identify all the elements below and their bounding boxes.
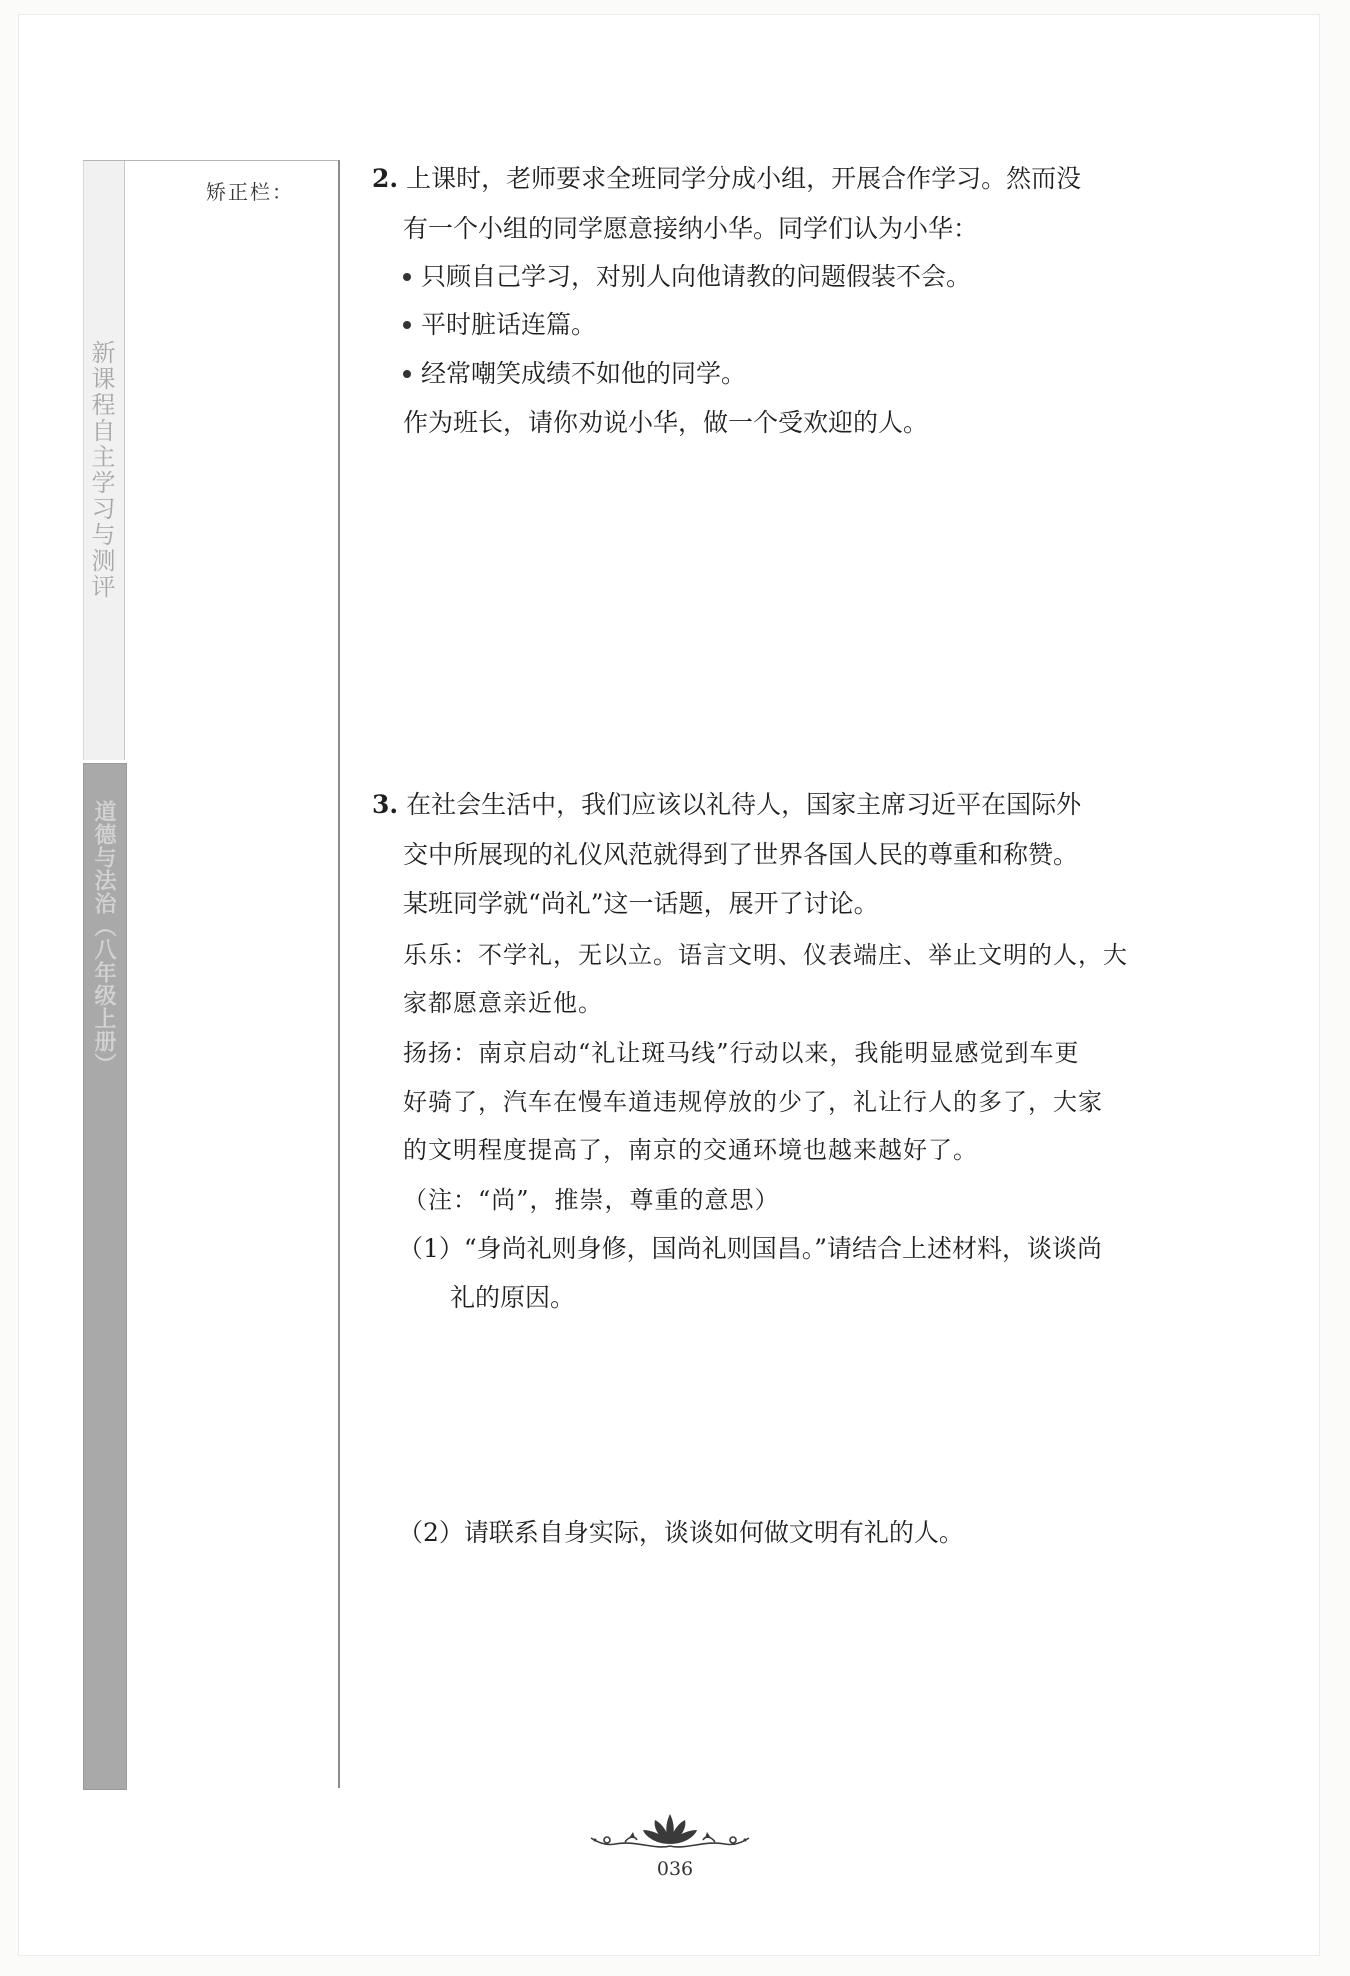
q3-lele-line2: 家都愿意亲近他。 [403,989,603,1017]
q3-number: 3. [372,790,399,819]
q3-stem-line1: 3. 在社会生活中，我们应该以礼待人，国家主席习近平在国际外 [372,790,1082,819]
subject-title: 道德与法治（八年级上册） [91,800,116,1076]
page-number: 036 [656,1858,694,1880]
series-title: 新课程自主学习与测评 [87,340,115,600]
q2-bullet: 经常嘲笑成绩不如他的同学。 [403,359,746,389]
q2-bullet: 只顾自己学习，对别人向他请教的问题假装不会。 [403,262,971,292]
q3-stem-line3: 某班同学就“尚礼”这一话题，展开了讨论。 [403,889,879,918]
margin-top-rule [83,160,339,161]
q2-number: 2. [372,164,399,193]
bullet-icon [403,273,411,281]
bullet-icon [403,370,411,378]
q3-stem-line2: 交中所展现的礼仪风范就得到了世界各国人民的尊重和称赞。 [403,840,1079,869]
q2-task: 作为班长，请你劝说小华，做一个受欢迎的人。 [403,408,929,437]
q2-bullet: 平时脏话连篇。 [403,310,596,340]
page-sheet [18,14,1320,1956]
floral-ornament-icon [585,1810,755,1858]
q3-yangyang-line2: 好骑了，汽车在慢车道违规停放的少了，礼让行人的多了，大家 [403,1088,1103,1116]
q3-yangyang-line3: 的文明程度提高了，南京的交通环境也越来越好了。 [403,1136,978,1164]
q3-sub1-line2: 礼的原因。 [450,1283,576,1312]
bullet-icon [403,321,411,329]
correction-column-label: 矫正栏： [206,180,294,204]
q2-stem-line2: 有一个小组的同学愿意接纳小华。同学们认为小华： [403,214,979,243]
q3-yangyang-line1: 扬扬：南京启动“礼让斑马线”行动以来，我能明显感觉到车更 [403,1039,1080,1067]
q3-sub1-line1: （1）“身尚礼则身修，国尚礼则国昌。”请结合上述材料，谈谈尚 [398,1234,1102,1263]
margin-divider [338,160,340,1788]
q3-note: （注：“尚”，推崇，尊重的意思） [403,1186,780,1214]
q2-stem-line1: 2. 上课时，老师要求全班同学分成小组，开展合作学习。然而没 [372,164,1082,193]
q3-sub2: （2）请联系自身实际，谈谈如何做文明有礼的人。 [398,1518,964,1547]
q3-lele-line1: 乐乐：不学礼，无以立。语言文明、仪表端庄、举止文明的人，大 [403,941,1128,969]
